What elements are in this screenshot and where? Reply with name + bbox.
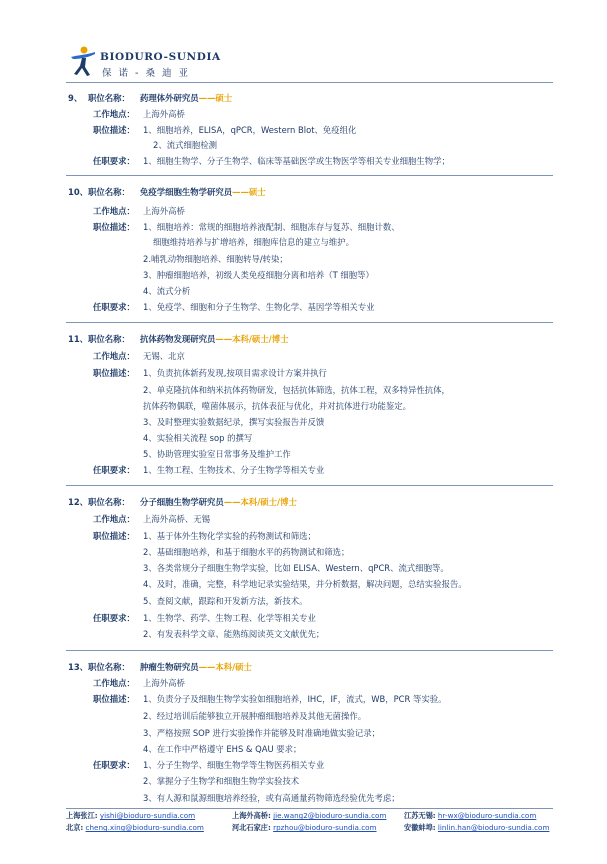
description-item: 细胞维持培养与扩增培养，细胞库信息的建立与维护。: [153, 237, 354, 247]
email-link[interactable]: linlin.han@bioduro-sundia.com: [437, 823, 550, 832]
footer-contact: 北京: cheng.xing@bioduro-sundia.com: [66, 823, 204, 832]
requirement-item: 3、有人源和鼠源细胞培养经验，或有高通量药物筛选经验优先考虑；: [143, 793, 400, 803]
footer-contact: 安徽蚌埠: linlin.han@bioduro-sundia.com: [404, 823, 550, 832]
footer-contact: 河北石家庄: rpzhou@bioduro-sundia.com: [232, 823, 377, 832]
section-divider: [66, 175, 553, 176]
job-title: 药理体外研究员: [140, 93, 199, 103]
email-link[interactable]: hr-wx@bioduro-sundia.com: [437, 811, 537, 820]
description-item: 2.哺乳动物细胞培养、细胞转导/转染；: [143, 254, 288, 264]
email-link[interactable]: yishi@bioduro-sundia.com: [99, 811, 196, 820]
description-item: 4、流式分析: [143, 286, 191, 296]
description-item: 3、肿瘤细胞培养，初级人类免疫细胞分离和培养（T 细胞等）: [143, 270, 374, 280]
email-link[interactable]: cheng.xing@bioduro-sundia.com: [85, 823, 204, 832]
degree-requirement: ——本科/硕士: [198, 662, 252, 672]
description-item: 2、单克隆抗体和纳米抗体药物研发，包括抗体筛选，抗体工程，双多特异性抗体，: [143, 385, 450, 395]
description-item: 4、实验相关流程 sop 的撰写: [143, 433, 253, 443]
brand-name-cn: 保 诺 - 桑 迪 亚: [102, 68, 191, 79]
person-figure-icon: [68, 45, 98, 77]
footer-contact: 上海张江: yishi@bioduro-sundia.com: [66, 811, 196, 820]
section-divider: [66, 485, 553, 486]
description-item: 4、及时，准确，完整，科学地记录实验结果，并分析数据，解决问题，总结实验报告。: [143, 579, 467, 589]
description-item: 3、严格按照 SOP 进行实验操作并能够及时准确地做实验记录；: [143, 728, 380, 738]
degree-requirement: ——本科/硕士/博士: [223, 497, 297, 507]
description-item: 2、流式细胞检测: [153, 140, 217, 150]
requirement-item: 2、有发表科学文章、能熟练阅读英文文献优先；: [143, 629, 325, 639]
description-item: 3、各类常规分子细胞生物学实验，比如 ELISA、Western、qPCR、流式细胞等。: [143, 563, 449, 573]
description-item: 4、在工作中严格遵守 EHS & QAU 要求；: [143, 744, 302, 754]
description-item: 2、基础细胞培养，和基于细胞水平的药物测试和筛选；: [143, 547, 350, 557]
brand-name-en: BIODURO-SUNDIA: [100, 51, 221, 63]
job-title: 分子细胞生物学研究员: [140, 497, 224, 507]
footer-divider: [66, 808, 553, 809]
footer-contact: 上海外高桥: jie.wang2@bioduro-sundia.com: [232, 811, 387, 820]
requirement-item: 2、掌握分子生物学和细胞生物学实验技术: [143, 776, 300, 786]
description-item: 抗体药物偶联，噬菌体展示，抗体表征与优化，并对抗体进行功能鉴定。: [143, 401, 411, 411]
description-item: 2、经过培训后能够独立开展肿瘤细胞培养及其他无菌操作。: [143, 711, 367, 721]
header-divider: [66, 82, 553, 83]
section-divider: [66, 650, 553, 651]
description-item: 3、及时整理实验数据纪录，撰写实验报告并反馈: [143, 417, 325, 427]
job-title: 免疫学细胞生物学研究员: [140, 187, 233, 197]
degree-requirement: ——硕士: [232, 187, 266, 197]
footer-contact: 江苏无锡: hr-wx@bioduro-sundia.com: [404, 811, 537, 820]
company-logo: [68, 45, 228, 81]
email-link[interactable]: jie.wang2@bioduro-sundia.com: [273, 811, 387, 820]
description-item: 5、查阅文献，跟踪和开发新方法，新技术。: [143, 596, 308, 606]
email-link[interactable]: rpzhou@bioduro-sundia.com: [273, 823, 377, 832]
section-divider: [66, 322, 553, 323]
description-item: 5、协助管理实验室日常事务及维护工作: [143, 449, 291, 459]
job-title: 抗体药物发现研究员: [140, 334, 216, 344]
degree-requirement: ——硕士: [198, 93, 233, 103]
degree-requirement: ——本科/硕士/博士: [215, 334, 289, 344]
job-title: 肿瘤生物研究员: [140, 662, 199, 672]
